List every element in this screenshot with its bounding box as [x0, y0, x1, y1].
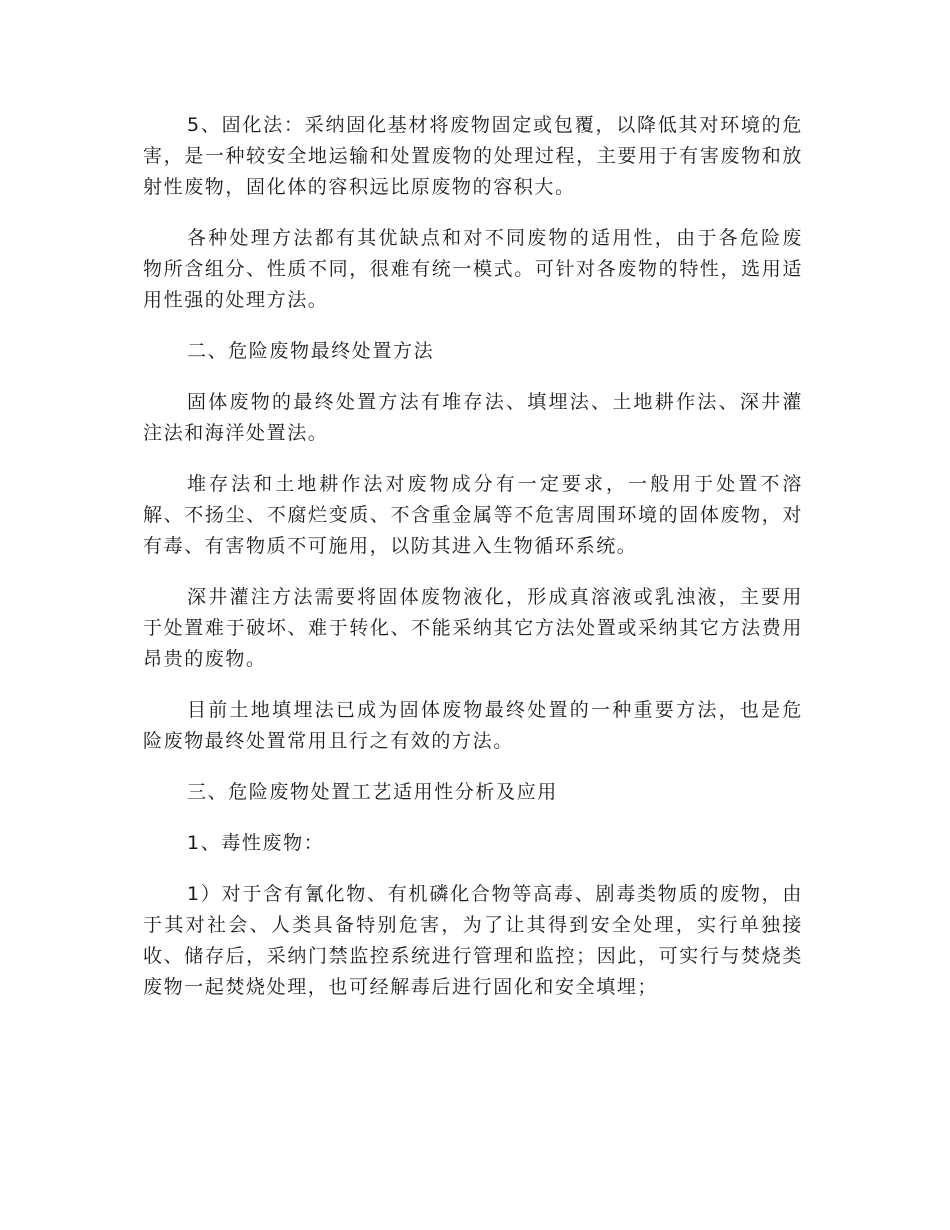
- paragraph-landfill: 目前土地填埋法已成为固体废物最终处置的一种重要方法，也是危险废物最终处置常用且行之有效的方法。: [143, 699, 803, 752]
- paragraph-cyanide-treatment: 1）对于含有氰化物、有机磷化合物等高毒、剧毒类物质的废物，由于其对社会、人类具备特别危害，为了让其得到安全处理，实行单独接收、储存后，采纳门禁监控系统进行管理和监控；因此，可实行与焚烧类废物一起焚烧处理，也可经解毒后进行固化和安全填埋；: [143, 883, 803, 998]
- paragraph-solidification: 5、固化法：采纳固化基材将废物固定或包覆，以降低其对环境的危害，是一种较安全地运输和处置废物的处理过程，主要用于有害废物和放射性废物，固化体的容积远比原废物的容积大。: [143, 114, 803, 198]
- paragraph-method-suitability: 各种处理方法都有其优缺点和对不同废物的适用性，由于各危险废物所含组分、性质不同，很难有统一模式。可针对各废物的特性，选用适用性强的处理方法。: [143, 227, 803, 311]
- subheading-toxic-waste: 1、毒性废物：: [187, 832, 325, 854]
- paragraph-deep-well-injection: 深井灌注方法需要将固体废物液化，形成真溶液或乳浊液，主要用于处置难于破坏、难于转化、不能采纳其它方法处置或采纳其它方法费用昂贵的废物。: [143, 586, 803, 670]
- document-body: [143, 110, 803, 1023]
- paragraph-stockpile-land-farming: 堆存法和土地耕作法对废物成分有一定要求，一般用于处置不溶解、不扬尘、不腐烂变质、不含重金属等不危害周围环境的固体废物，对有毒、有害物质不可施用，以防其进入生物循环系统。: [143, 473, 803, 557]
- section-heading-final-disposal: 二、危险废物最终处置方法: [187, 340, 435, 362]
- paragraph-final-disposal-methods: 固体废物的最终处置方法有堆存法、填埋法、土地耕作法、深井灌注法和海洋处置法。: [143, 391, 803, 444]
- section-heading-process-analysis: 三、危险废物处置工艺适用性分析及应用: [187, 781, 558, 803]
